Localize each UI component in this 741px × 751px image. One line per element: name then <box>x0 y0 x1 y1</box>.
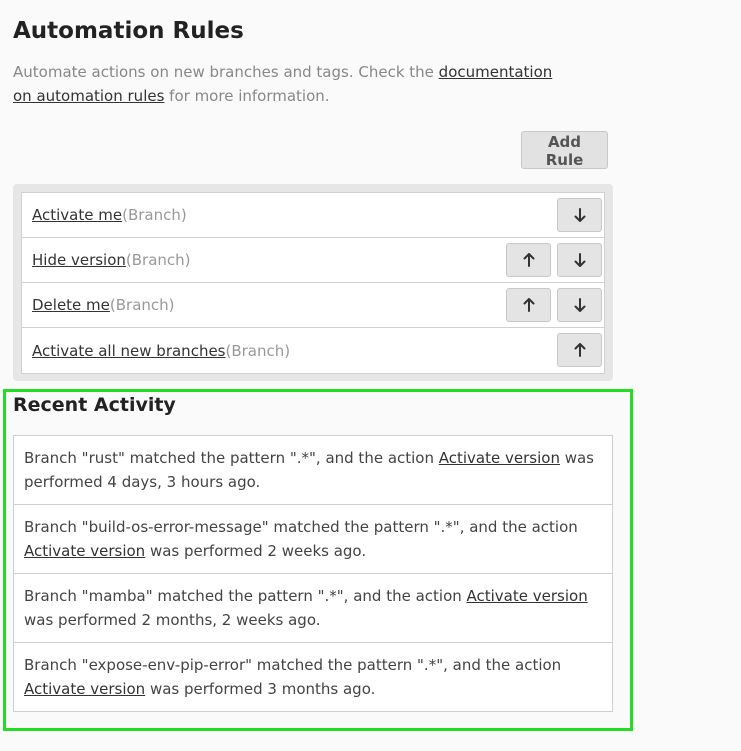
activity-item <box>14 643 612 711</box>
intro-text-before: Automate actions on new branches and tags. Check the <box>13 63 439 81</box>
arrow-down-icon <box>574 298 586 312</box>
recent-activity-title: Recent Activity <box>13 394 176 416</box>
intro-text-after: for more information. <box>164 87 330 105</box>
activity-text: Branch "mamba" matched the pattern ".*", and the action <box>24 587 467 605</box>
move-down-button[interactable] <box>557 198 602 232</box>
rule-name-link[interactable]: Hide version <box>32 251 126 269</box>
activate-version-link[interactable]: Activate version <box>466 587 588 605</box>
recent-activity-list <box>13 435 613 712</box>
activate-version-link[interactable]: Activate version <box>24 542 146 560</box>
activity-item <box>14 574 612 643</box>
rule-name-link[interactable]: Delete me <box>32 296 110 314</box>
activity-text: Branch "build-os-error-message" matched the pattern ".*", and the action <box>24 518 578 536</box>
activity-item <box>14 436 612 505</box>
arrow-up-icon <box>523 298 535 312</box>
rules-container <box>13 184 613 381</box>
activity-text: was performed 2 months, 2 weeks ago. <box>24 611 321 629</box>
rule-name-link[interactable]: Activate all new branches <box>32 341 226 360</box>
activity-text: was performed 2 weeks ago. <box>145 542 367 560</box>
rule-row <box>22 193 604 238</box>
intro-text <box>13 60 573 108</box>
rules-list <box>21 192 605 374</box>
rule-name-link[interactable]: Activate me <box>32 206 123 224</box>
rule-type: (Branch) <box>109 296 175 314</box>
activity-item <box>14 505 612 574</box>
arrow-down-icon <box>574 208 586 222</box>
move-up-button[interactable] <box>506 243 551 277</box>
rule-type: (Branch) <box>125 251 191 269</box>
activity-text: Branch "rust" matched the pattern ".*", and the action <box>24 449 439 467</box>
documentation-link[interactable]: documentation on automation rules <box>13 63 553 105</box>
arrow-down-icon <box>574 253 586 267</box>
add-rule-button[interactable]: Add Rule <box>521 131 608 169</box>
move-down-button[interactable] <box>557 243 602 277</box>
rule-row <box>22 283 604 328</box>
activity-text: was performed 4 days, 3 hours ago. <box>24 449 594 491</box>
move-up-button[interactable] <box>506 288 551 322</box>
activity-text: was performed 3 months ago. <box>145 680 376 698</box>
move-down-button[interactable] <box>557 288 602 322</box>
rule-row <box>22 328 604 373</box>
rule-row <box>22 238 604 283</box>
activate-version-link[interactable]: Activate version <box>24 680 146 698</box>
rule-type: (Branch) <box>122 206 187 224</box>
activate-version-link[interactable]: Activate version <box>438 449 560 467</box>
arrow-up-icon <box>523 253 535 267</box>
rule-type: (Branch) <box>225 341 291 360</box>
arrow-up-icon <box>574 343 586 357</box>
activity-text: Branch "expose-env-pip-error" matched the pattern ".*", and the action <box>24 656 562 674</box>
move-up-button[interactable] <box>557 333 602 367</box>
page-title: Automation Rules <box>13 18 244 44</box>
